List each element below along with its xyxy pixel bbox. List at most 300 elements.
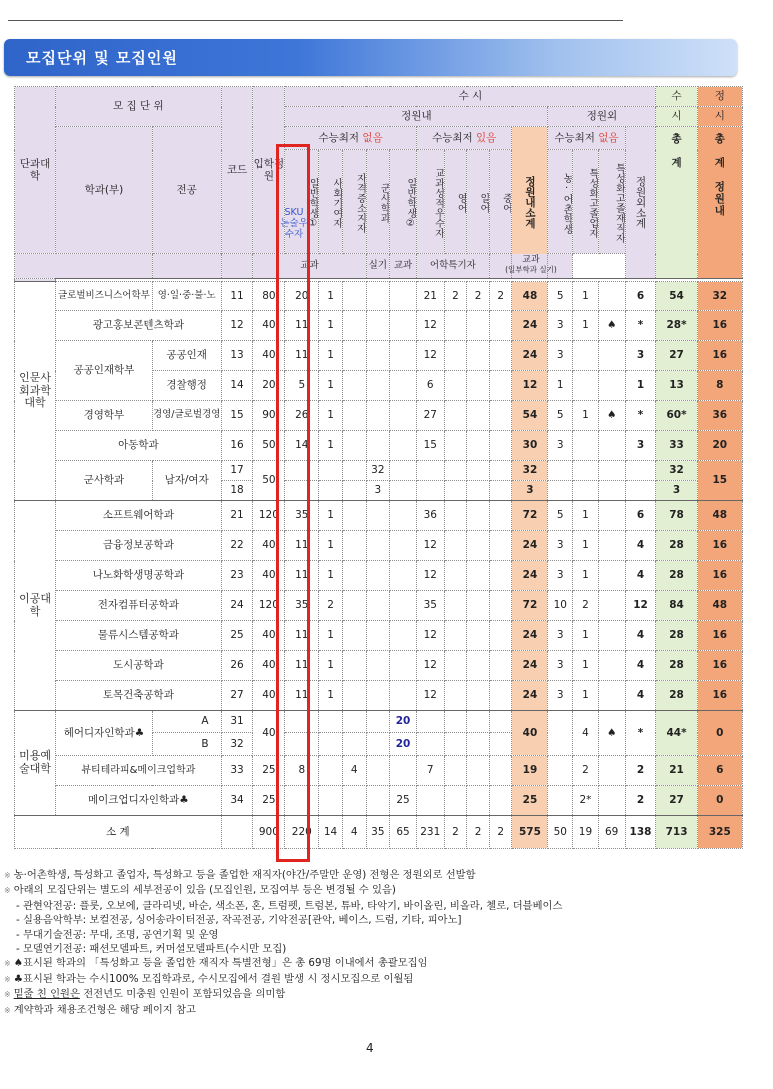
table-cell: 40	[253, 531, 285, 561]
table-cell: 24	[512, 311, 548, 341]
table-cell: 6	[697, 756, 742, 786]
table-cell: 4	[625, 531, 656, 561]
table-cell: 16	[697, 311, 742, 341]
table-cell: 2*	[573, 786, 599, 816]
table-cell: 34	[221, 786, 253, 816]
table-cell: *	[625, 711, 656, 756]
table-cell: 토목건축공학과	[56, 681, 222, 711]
table-cell	[467, 651, 490, 681]
table-cell: 90	[253, 401, 285, 431]
header-grade-merit: 교과성적우수자	[416, 150, 444, 254]
table-cell	[366, 711, 390, 733]
table-cell	[467, 481, 490, 501]
table-cell: 12	[416, 651, 444, 681]
table-cell: 경영학부	[56, 401, 153, 431]
table-cell: 31	[221, 711, 253, 733]
table-cell: 25	[253, 786, 285, 816]
note-3: ※ ♠표시된 학과의 「특성화고 등을 졸업한 재직자 특별전형」은 총 69명 이내에서 총괄모집임	[4, 957, 428, 970]
table-cell: 40	[253, 621, 285, 651]
header-quota: 입학정원	[253, 87, 285, 254]
table-row	[15, 786, 743, 816]
table-cell: 1	[573, 401, 599, 431]
header-silgi: 실기	[366, 254, 390, 279]
table-cell	[366, 531, 390, 561]
table-cell: 6	[625, 282, 656, 311]
table-cell	[390, 461, 417, 481]
footnotes	[4, 868, 764, 1018]
table-cell: 14	[319, 816, 343, 849]
table-cell	[467, 591, 490, 621]
table-row	[15, 501, 743, 531]
table-cell: 80	[253, 282, 285, 311]
table-cell	[444, 786, 467, 816]
note-1: ※ 농·어촌학생, 특성화고 졸업자, 특성화고 등을 졸업한 재직자(야간/주말만 운영) 전형은 정원외로 선발함	[4, 869, 476, 881]
table-cell	[444, 401, 467, 431]
table-cell: 20	[390, 711, 417, 733]
table-cell: 36	[416, 501, 444, 531]
section-title: 모집단위 및 모집인원	[26, 49, 178, 67]
table-cell: ♠	[598, 711, 625, 756]
table-cell	[390, 501, 417, 531]
header-outer-gyogwa: 교과 (일부학과 실기)	[489, 254, 572, 279]
table-cell: 24	[221, 591, 253, 621]
table-cell: 27	[221, 681, 253, 711]
table-cell: 35	[366, 816, 390, 849]
header-unit: 모 집 단 위	[56, 87, 222, 127]
table-cell: 글로벌비즈니스어학부	[56, 282, 153, 311]
table-cell	[598, 756, 625, 786]
table-cell	[489, 481, 512, 501]
table-cell	[573, 461, 599, 481]
table-cell	[489, 461, 512, 481]
table-cell: 22	[221, 531, 253, 561]
table-cell	[598, 501, 625, 531]
table-cell: 1	[573, 531, 599, 561]
table-cell: 경영/글로벌경영	[152, 401, 221, 431]
table-cell	[444, 681, 467, 711]
table-cell: 25	[390, 786, 417, 816]
table-cell: 16	[697, 561, 742, 591]
table-cell	[444, 481, 467, 501]
table-cell: 1	[319, 621, 343, 651]
table-cell: 2	[489, 282, 512, 311]
table-cell: 16	[697, 531, 742, 561]
table-cell: 40	[253, 711, 285, 756]
table-cell	[416, 481, 444, 501]
table-cell: 25	[512, 786, 548, 816]
table-cell	[489, 311, 512, 341]
table-cell: 16	[697, 681, 742, 711]
header-lang-special: 어학특기자	[416, 254, 489, 279]
table-cell: 소프트웨어학과	[56, 501, 222, 531]
table-cell: 12	[416, 341, 444, 371]
table-cell	[489, 786, 512, 816]
table-cell: 11	[285, 621, 319, 651]
table-cell: 2	[444, 282, 467, 311]
table-cell: 1	[319, 531, 343, 561]
header-inner-sub: 정원내소계	[512, 127, 548, 279]
table-cell	[342, 501, 366, 531]
table-cell: 공공인재학부	[56, 341, 153, 401]
table-row	[15, 711, 743, 733]
table-cell	[598, 786, 625, 816]
table-cell: *	[625, 311, 656, 341]
header-special-work: 특성화고졸재직자	[598, 150, 625, 254]
table-cell: 15	[697, 461, 742, 501]
table-cell: 6	[625, 501, 656, 531]
table-cell: 65	[390, 816, 417, 849]
table-cell: 12	[416, 561, 444, 591]
header-outer: 정원외	[548, 107, 656, 127]
table-cell: 2	[467, 282, 490, 311]
header-chinese: 중어	[489, 150, 512, 254]
table-cell	[625, 461, 656, 481]
top-rule	[8, 20, 623, 21]
table-cell: 1	[625, 371, 656, 401]
table-cell: 4	[625, 651, 656, 681]
table-cell: 27	[416, 401, 444, 431]
table-cell: 40	[512, 711, 548, 756]
table-cell: 4	[625, 681, 656, 711]
table-cell	[221, 816, 253, 849]
table-cell	[342, 531, 366, 561]
table-cell: 120	[253, 501, 285, 531]
table-cell	[390, 756, 417, 786]
table-cell	[342, 431, 366, 461]
header-jeongsi-total: 총 계 정 원 내	[697, 127, 742, 279]
table-cell	[416, 461, 444, 481]
table-cell	[489, 561, 512, 591]
table-cell: 13	[656, 371, 697, 401]
total-row	[15, 816, 743, 849]
table-cell: 1	[548, 371, 573, 401]
header-csat-yes: 수능최저 있음	[416, 127, 512, 150]
table-cell: 1	[319, 501, 343, 531]
table-cell: 6	[416, 371, 444, 401]
table-cell	[366, 651, 390, 681]
table-row	[15, 311, 743, 341]
table-cell	[548, 711, 573, 756]
table-cell	[342, 591, 366, 621]
table-cell	[598, 591, 625, 621]
table-cell: 16	[697, 341, 742, 371]
table-cell	[390, 431, 417, 461]
header-inner: 정원내	[285, 107, 548, 127]
table-cell: 16	[697, 621, 742, 651]
college-c1: 인문사회과학대학	[15, 282, 56, 501]
table-cell: 1	[319, 401, 343, 431]
table-cell	[489, 401, 512, 431]
table-cell: 21	[416, 282, 444, 311]
table-cell	[390, 591, 417, 621]
table-cell: 25	[221, 621, 253, 651]
table-cell: 40	[253, 561, 285, 591]
table-cell	[444, 733, 467, 756]
table-cell: 11	[285, 311, 319, 341]
table-cell	[548, 481, 573, 501]
table-cell: 1	[319, 341, 343, 371]
table-cell: 3	[548, 681, 573, 711]
table-cell	[548, 461, 573, 481]
table-cell	[489, 621, 512, 651]
table-cell	[416, 786, 444, 816]
table-cell: 0	[697, 786, 742, 816]
table-cell: 28	[656, 681, 697, 711]
table-cell: 1	[319, 282, 343, 311]
note-2b: - 실용음악학부: 보컬전공, 싱어송라이터전공, 작곡전공, 기악전공[관악, 베이스, 드럼, 기타, 피아노]	[16, 914, 462, 927]
table-cell	[342, 786, 366, 816]
table-cell: 120	[253, 591, 285, 621]
header-jeongsi-mid: 시	[697, 107, 742, 127]
table-cell: 3	[625, 431, 656, 461]
table-cell: 12	[512, 371, 548, 401]
table-cell: 2	[319, 591, 343, 621]
table-cell: 12	[625, 591, 656, 621]
table-cell: 3	[548, 561, 573, 591]
table-row	[15, 561, 743, 591]
table-cell	[444, 431, 467, 461]
table-cell	[467, 371, 490, 401]
table-cell	[342, 681, 366, 711]
table-cell	[444, 621, 467, 651]
table-cell: 1	[319, 431, 343, 461]
table-cell: 광고홍보콘텐츠학과	[56, 311, 222, 341]
table-cell: 25	[253, 756, 285, 786]
table-cell: 경찰행정	[152, 371, 221, 401]
header-code-blank	[152, 254, 221, 279]
table-cell	[598, 651, 625, 681]
table-cell: 11	[285, 681, 319, 711]
table-cell: 24	[512, 341, 548, 371]
table-cell: 48	[512, 282, 548, 311]
table-cell: 21	[656, 756, 697, 786]
table-cell: 0	[697, 711, 742, 756]
table-cell	[467, 681, 490, 711]
table-cell: 72	[512, 591, 548, 621]
table-cell: 2	[489, 816, 512, 849]
table-cell: 2	[625, 756, 656, 786]
table-cell: 26	[285, 401, 319, 431]
table-cell	[390, 282, 417, 311]
table-cell: 11	[285, 651, 319, 681]
table-cell: 24	[512, 681, 548, 711]
table-cell: 14	[285, 431, 319, 461]
table-cell: 18	[221, 481, 253, 501]
table-cell	[319, 711, 343, 733]
table-cell: 54	[656, 282, 697, 311]
table-cell: 36	[697, 401, 742, 431]
table-cell: 3	[512, 481, 548, 501]
table-cell: 28	[656, 651, 697, 681]
table-cell: 5	[548, 282, 573, 311]
admission-table	[14, 86, 743, 849]
header-outer-csat: 수능최저 없음	[548, 127, 625, 150]
table-cell	[319, 481, 343, 501]
header-dept: 학과(부)	[56, 127, 153, 254]
header-quota-blank	[221, 254, 253, 279]
table-cell: 4	[342, 816, 366, 849]
table-cell: 3	[548, 531, 573, 561]
table-cell: 30	[512, 431, 548, 461]
table-cell: 24	[512, 621, 548, 651]
header-college: 단과대학	[15, 87, 56, 254]
table-cell: 33	[656, 431, 697, 461]
table-cell: 35	[285, 591, 319, 621]
table-cell	[390, 681, 417, 711]
table-row	[15, 651, 743, 681]
table-cell	[342, 481, 366, 501]
table-cell: 19	[512, 756, 548, 786]
table-cell	[489, 341, 512, 371]
table-cell: 군사학과	[56, 461, 153, 501]
table-cell: 900	[253, 816, 285, 849]
note-2a: - 관현악전공: 플룻, 오보에, 클라리넷, 바순, 색소폰, 혼, 트럼펫, 트럼본, 튜바, 타악기, 바이올린, 비올라, 첼로, 더블베이스	[16, 899, 563, 912]
table-cell: 전자컴퓨터공학과	[56, 591, 222, 621]
table-cell	[342, 282, 366, 311]
table-cell	[467, 311, 490, 341]
header-gyogwa2: 교과	[390, 254, 417, 279]
table-cell: 2	[444, 816, 467, 849]
header-gyogwa: 교과	[253, 254, 366, 279]
table-cell: 남자/여자	[152, 461, 221, 501]
table-cell: ♠	[598, 311, 625, 341]
table-cell: 28*	[656, 311, 697, 341]
table-cell: 32	[512, 461, 548, 481]
table-cell: 14	[221, 371, 253, 401]
table-cell: 50	[253, 431, 285, 461]
header-farm: 농·어촌학생	[548, 150, 573, 254]
table-cell	[467, 711, 490, 733]
table-cell: 28	[656, 531, 697, 561]
table-cell: 40	[253, 311, 285, 341]
table-cell: 11	[285, 341, 319, 371]
table-cell: 1	[573, 501, 599, 531]
table-cell: 27	[656, 341, 697, 371]
header-jeongsi-top: 정	[697, 87, 742, 107]
table-cell: 72	[512, 501, 548, 531]
table-cell: 1	[319, 561, 343, 591]
table-cell	[366, 591, 390, 621]
table-cell	[342, 341, 366, 371]
table-cell: 5	[285, 371, 319, 401]
table-cell: 48	[697, 591, 742, 621]
note-2: ※ 아래의 모집단위는 별도의 세부전공이 있음 (모집인원, 모집여부 등은 변경될 수 있음)	[4, 884, 396, 897]
table-cell: 3	[548, 431, 573, 461]
table-cell	[366, 681, 390, 711]
table-cell	[598, 531, 625, 561]
header-major: 전공	[152, 127, 221, 254]
table-cell: 4	[342, 756, 366, 786]
table-cell: 15	[416, 431, 444, 461]
table-cell: 16	[697, 651, 742, 681]
table-cell: ♠	[598, 401, 625, 431]
table-cell	[390, 341, 417, 371]
table-cell	[598, 341, 625, 371]
table-cell	[467, 431, 490, 461]
table-cell	[598, 431, 625, 461]
table-cell: 소 계	[15, 816, 222, 849]
table-cell: 4	[573, 711, 599, 756]
table-cell: 24	[512, 561, 548, 591]
table-row	[15, 341, 743, 371]
header-cert: 자격증소지자	[342, 150, 366, 254]
table-cell: 84	[656, 591, 697, 621]
table-cell	[416, 733, 444, 756]
table-cell: 19	[573, 816, 599, 849]
table-cell	[489, 501, 512, 531]
table-cell: 도시공학과	[56, 651, 222, 681]
college-c3: 미용예술대학	[15, 711, 56, 816]
header-general1: 일반학생①	[285, 150, 319, 254]
note-5: ※ 밑줄 친 인원은 전전년도 미충원 인원이 포함되었음을 의미함	[4, 988, 286, 1001]
table-cell	[467, 756, 490, 786]
note-4: ※ ♣표시된 학과는 수시100% 모집학과로, 수시모집에서 결원 발생 시 정시모집으로 이월됨	[4, 972, 414, 985]
header-csat-none: 수능최저 없음	[285, 127, 417, 150]
table-cell	[598, 282, 625, 311]
table-cell	[489, 711, 512, 733]
table-cell	[444, 591, 467, 621]
table-cell	[342, 561, 366, 591]
table-cell: 32	[221, 733, 253, 756]
table-cell: 1	[573, 282, 599, 311]
table-cell: 12	[221, 311, 253, 341]
table-cell	[366, 501, 390, 531]
table-cell	[598, 481, 625, 501]
table-cell	[444, 756, 467, 786]
table-cell: 713	[656, 816, 697, 849]
table-cell	[390, 651, 417, 681]
table-cell: 금융정보공학과	[56, 531, 222, 561]
table-cell: 20	[253, 371, 285, 401]
table-cell	[489, 681, 512, 711]
table-cell: 12	[416, 681, 444, 711]
table-cell	[489, 651, 512, 681]
table-cell: A	[152, 711, 221, 733]
table-cell: 69	[598, 816, 625, 849]
table-cell	[366, 282, 390, 311]
table-cell: 220	[285, 816, 319, 849]
table-cell: 20	[285, 282, 319, 311]
table-cell	[342, 651, 366, 681]
table-cell	[467, 501, 490, 531]
table-cell: 35	[285, 501, 319, 531]
table-cell	[390, 531, 417, 561]
table-cell	[342, 711, 366, 733]
table-cell	[489, 733, 512, 756]
table-cell	[467, 786, 490, 816]
table-cell	[598, 561, 625, 591]
table-cell: 13	[221, 341, 253, 371]
table-cell: 54	[512, 401, 548, 431]
table-cell	[390, 621, 417, 651]
table-cell	[390, 481, 417, 501]
table-cell: 231	[416, 816, 444, 849]
header-susi: 수 시	[285, 87, 656, 107]
table-cell	[366, 733, 390, 756]
table-cell	[467, 621, 490, 651]
table-cell	[548, 786, 573, 816]
table-cell: *	[625, 401, 656, 431]
table-cell: 20	[390, 733, 417, 756]
header-outer-sub: 정원외소계	[625, 127, 656, 279]
table-cell: 60*	[656, 401, 697, 431]
table-cell: 아동학과	[56, 431, 222, 461]
table-cell	[366, 756, 390, 786]
table-cell	[467, 461, 490, 481]
table-cell: 11	[285, 531, 319, 561]
section-banner	[4, 39, 737, 76]
table-cell: 3	[548, 651, 573, 681]
